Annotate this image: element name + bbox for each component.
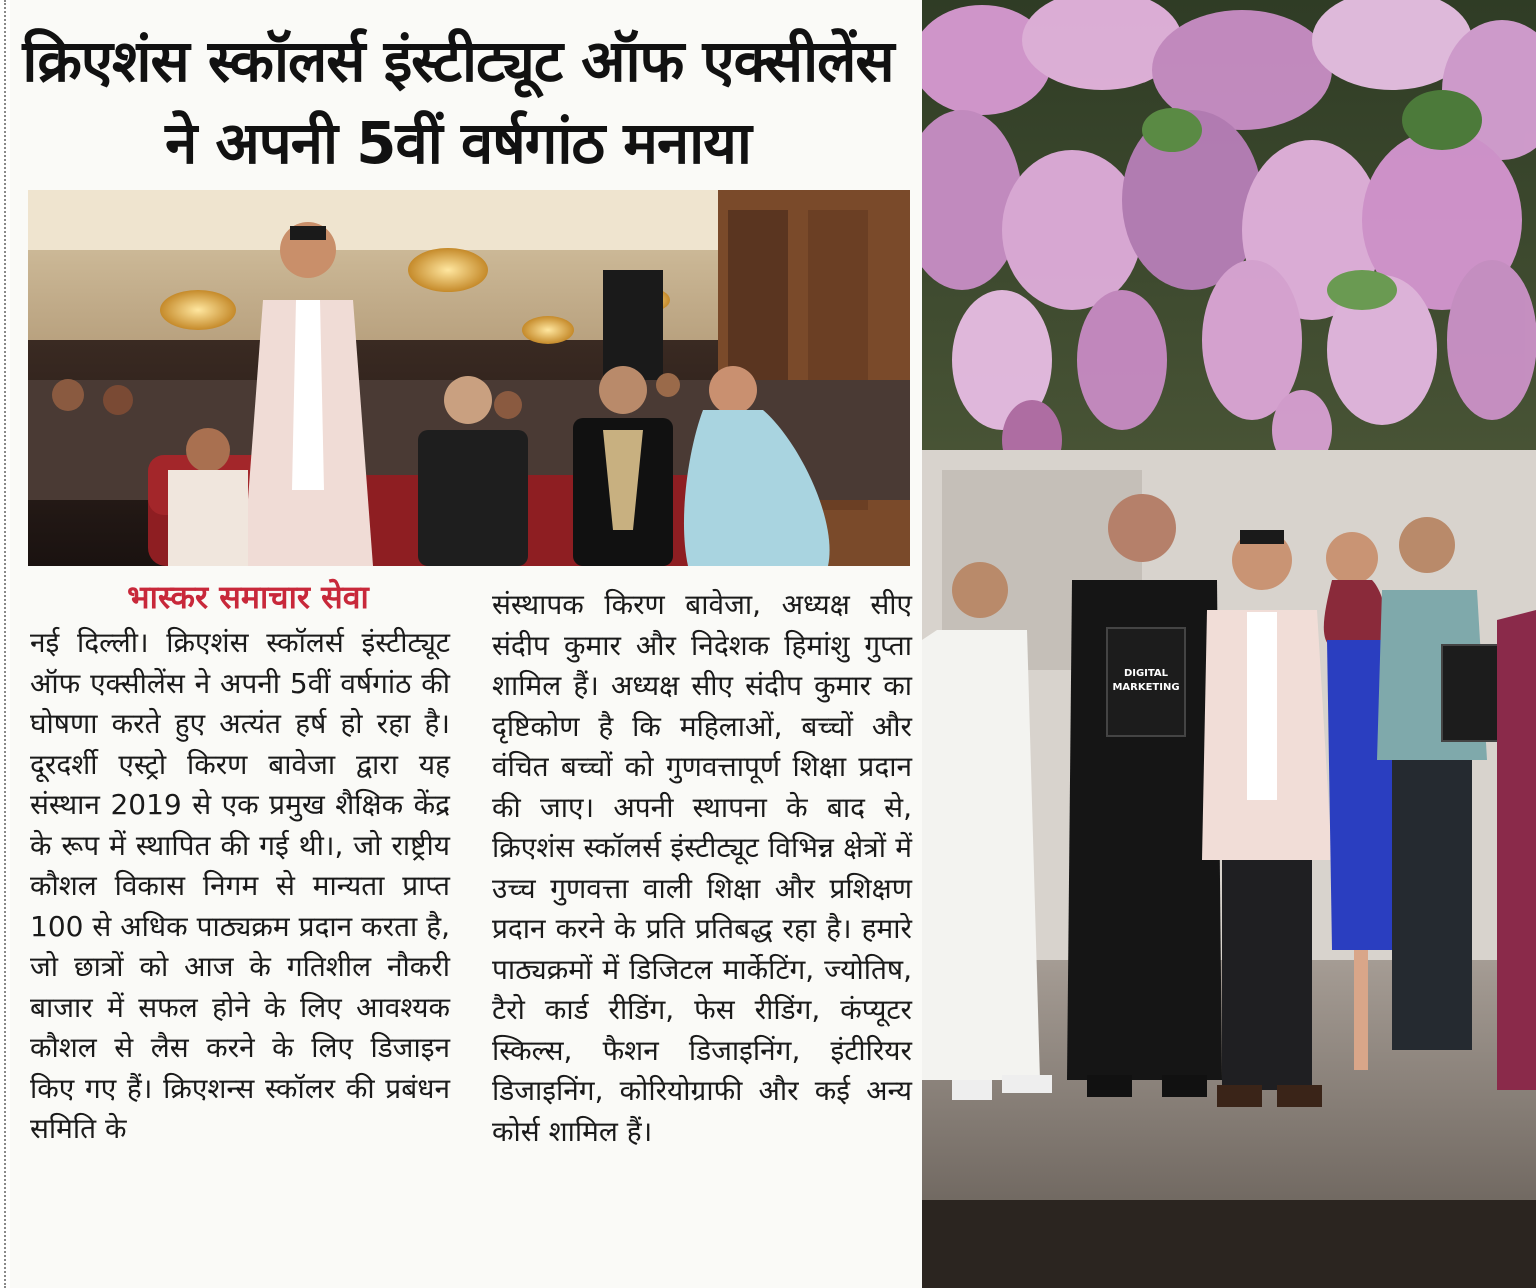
book-launch-photo (922, 0, 1536, 1288)
headline-line-2: ने अपनी 5वीं वर्षगांठ मनाया (165, 109, 751, 177)
book-title-line-2: MARKETING (1112, 682, 1180, 693)
event-photo-hall (28, 190, 910, 566)
headline-line-1: क्रिएशंस स्कॉलर्स इंस्टीट्यूट ऑफ एक्सीलेंस (22, 27, 894, 95)
headline (18, 20, 898, 184)
book-title-line-1: DIGITAL (1123, 668, 1169, 679)
byline: भास्कर समाचार सेवा (127, 578, 369, 616)
article-column-2: संस्थापक किरण बावेजा, अध्यक्ष सीए संदीप कुमार और निदेशक हिमांशु गुप्ता शामिल हैं। अध्यक्ष सीए संदीप कुमार का दृष्टिकोण है कि महिलाओं, बच्चों और वंचित बच्चों को गुणवत्तापूर्ण शिक्षा प्रदान की जाए। अपनी स्थापना के बाद से, क्रिएशंस स्कॉलर्स इंस्टीट्यूट विभिन्न क्षेत्रों में उच्च गुणवत्ता वाली शिक्षा और प्रशिक्षण प्रदान करने के प्रति प्रतिबद्ध रहा है। हमारे पाठ्यक्रमों में डिजिटल मार्केटिंग, ज्योतिष, टैरो कार्ड रीडिंग, फेस रीडिंग, कंप्यूटर स्किल्स, फैशन डिजाइनिंग, इंटीरियर डिजाइनिंग, कोरियोग्राफी और कई अन्य कोर्स शामिल हैं। (492, 588, 912, 1148)
article-column-1: नई दिल्ली। क्रिएशंस स्कॉलर्स इंस्टीट्यूट ऑफ एक्सीलेंस ने अपनी 5वीं वर्षगांठ की घोषणा करते हुए अत्यंत हर्ष हो रहा है। दूरदर्शी एस्ट्रो किरण बावेजा द्वारा यह संस्थान 2019 से एक प्रमुख शैक्षिक केंद्र के रूप में स्थापित की गई थी।, जो राष्ट्रीय कौशल विकास निगम से मान्यता प्राप्त 100 से अधिक पाठ्यक्रम प्रदान करता है, जो छात्रों को आज के गतिशील नौकरी बाजार में सफल होने के लिए आवश्यक कौशल से लैस करने के लिए डिजाइन किए गए हैं। क्रिएशन्स स्कॉलर की प्रबंधन समिति के (30, 626, 450, 1145)
page-margin-dots (4, 0, 6, 1288)
